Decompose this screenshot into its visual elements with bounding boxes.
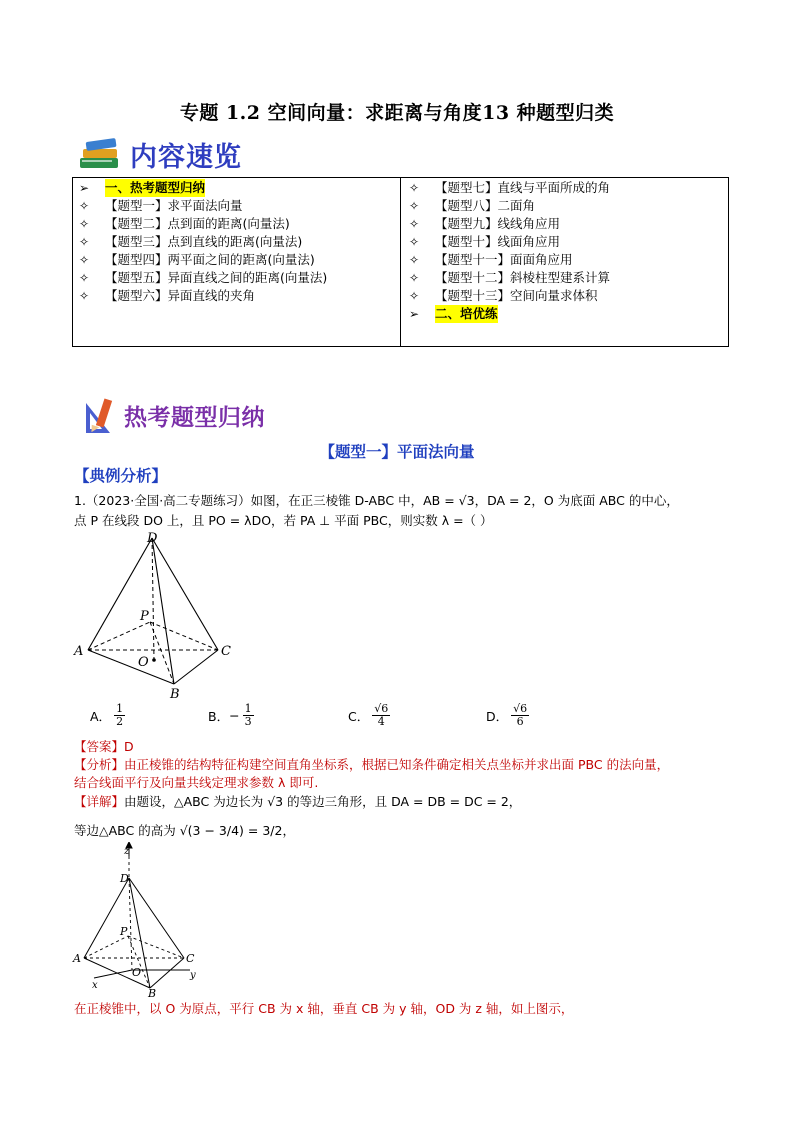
fraction-denominator: 2 bbox=[116, 715, 124, 728]
question-line-1: 1.（2023·全国·高二专题练习）如图，在正三棱锥 D-ABC 中，AB = √3，DA = 2，O 为底面 ABC 的中心， bbox=[74, 493, 679, 508]
diamond-bullet-icon: ✧ bbox=[409, 181, 420, 195]
choice-letter: B． bbox=[208, 708, 230, 724]
choice-fraction bbox=[114, 703, 125, 728]
diamond-bullet-icon: ✧ bbox=[79, 271, 90, 285]
toc-item-label: 【题型四】两平面之间的距离(向量法) bbox=[105, 252, 315, 267]
overview-heading-label: 内容速览 bbox=[130, 141, 242, 173]
toc-left-column bbox=[79, 179, 327, 305]
fraction-numerator: 1 bbox=[116, 702, 124, 715]
fig1-label-a: A bbox=[74, 644, 84, 659]
arrow-bullet-icon: ➢ bbox=[79, 181, 90, 195]
diamond-bullet-icon: ✧ bbox=[409, 235, 420, 249]
fig2-label-y: y bbox=[190, 970, 196, 981]
diamond-bullet-icon: ✧ bbox=[409, 271, 420, 285]
question-line-2: 点 P 在线段 DO 上，且 PO = λDO，若 PA ⊥ 平面 PBC，则实数 λ =（ ） bbox=[74, 513, 493, 528]
choice-d bbox=[486, 703, 529, 728]
fig2-label-c: C bbox=[186, 952, 195, 965]
diamond-bullet-icon: ✧ bbox=[409, 217, 420, 231]
choice-fraction bbox=[511, 703, 529, 728]
analysis-text-1: 由正棱锥的结构特征构建空间直角坐标系，根据已知条件确定相关点坐标并求出面 PBC 的法向量， bbox=[124, 757, 670, 772]
detail-line-2: 等边△ABC 的高为 √(3 − 3/4) = 3/2， bbox=[74, 823, 295, 838]
fraction-denominator: 3 bbox=[244, 715, 252, 728]
choice-letter: C． bbox=[348, 708, 370, 724]
detail-text-1: 由题设，△ABC 为边长为 √3 的等边三角形，且 DA = DB = DC = 2， bbox=[124, 794, 522, 809]
fig2-label-a: A bbox=[73, 952, 81, 965]
section-heading-label: 热考题型归纳 bbox=[124, 404, 265, 431]
document-title: 专题 1.2 空间向量：求距离与角度13 种题型归类 bbox=[179, 102, 615, 124]
analysis-tag: 【分析】 bbox=[74, 757, 125, 772]
detail-line-1 bbox=[74, 793, 521, 811]
diamond-bullet-icon: ✧ bbox=[79, 253, 90, 267]
toc-item-label: 【题型一】求平面法向量 bbox=[105, 198, 243, 213]
pencil-ruler-icon bbox=[80, 395, 120, 435]
choice-c bbox=[348, 703, 390, 728]
toc-item bbox=[409, 287, 610, 305]
diamond-bullet-icon: ✧ bbox=[409, 253, 420, 267]
fig2-label-o: O bbox=[132, 966, 142, 979]
fig1-label-o: O bbox=[138, 655, 149, 670]
fig2-label-d: D bbox=[120, 872, 129, 885]
choice-b bbox=[208, 703, 254, 728]
choice-letter: A． bbox=[90, 708, 112, 724]
toc-item-label: 【题型十】线面角应用 bbox=[435, 234, 561, 249]
toc-item bbox=[409, 305, 610, 323]
fig2-label-b: B bbox=[148, 987, 157, 998]
diamond-bullet-icon: ✧ bbox=[409, 289, 420, 303]
answer-tag: 【答案】 bbox=[74, 739, 125, 754]
toc-item-label: 一、热考题型归纳 bbox=[105, 180, 206, 195]
toc-item-label: 【题型十三】空间向量求体积 bbox=[435, 288, 598, 303]
fig2-label-p: P bbox=[120, 925, 128, 938]
toc-table bbox=[72, 177, 729, 347]
detail-tag: 【详解】 bbox=[74, 794, 125, 809]
toc-item bbox=[409, 269, 610, 287]
toc-item bbox=[79, 269, 327, 287]
toc-item-label: 【题型二】点到面的距离(向量法) bbox=[105, 216, 290, 231]
toc-item bbox=[409, 233, 610, 251]
toc-item-label: 二、培优练 bbox=[435, 306, 498, 321]
toc-item bbox=[79, 197, 327, 215]
fraction-denominator: 6 bbox=[516, 715, 524, 728]
toc-item bbox=[409, 215, 610, 233]
toc-divider bbox=[400, 178, 401, 346]
toc-item-label: 【题型六】异面直线的夹角 bbox=[105, 288, 256, 303]
toc-item bbox=[79, 287, 327, 305]
toc-item bbox=[409, 251, 610, 269]
diamond-bullet-icon: ✧ bbox=[79, 199, 90, 213]
diamond-bullet-icon: ✧ bbox=[79, 289, 90, 303]
toc-item-label: 【题型八】二面角 bbox=[435, 198, 536, 213]
diamond-bullet-icon: ✧ bbox=[409, 199, 420, 213]
choice-fraction bbox=[372, 703, 390, 728]
books-icon bbox=[78, 136, 122, 172]
arrow-bullet-icon: ➢ bbox=[409, 307, 420, 321]
toc-item-label: 【题型三】点到直线的距离(向量法) bbox=[105, 234, 303, 249]
choice-a bbox=[90, 703, 125, 728]
overview-heading bbox=[78, 134, 242, 174]
answer-line bbox=[74, 738, 134, 756]
analysis-line-1 bbox=[74, 756, 669, 774]
fig1-label-p: P bbox=[140, 609, 149, 624]
toc-item bbox=[79, 251, 327, 269]
section-heading bbox=[80, 394, 265, 436]
detail-line-3: 在正棱锥中，以 O 为原点，平行 CB 为 x 轴，垂直 CB 为 y 轴，OD 为 z 轴，如上图示， bbox=[74, 1001, 574, 1016]
fig1-label-b: B bbox=[170, 687, 180, 700]
toc-item bbox=[79, 233, 327, 251]
fraction-numerator: √6 bbox=[374, 702, 389, 715]
fig1-label-c: C bbox=[221, 644, 231, 659]
diamond-bullet-icon: ✧ bbox=[79, 235, 90, 249]
diamond-bullet-icon: ✧ bbox=[79, 217, 90, 231]
coordinate-tetrahedron-figure bbox=[72, 842, 212, 998]
answer-value: D bbox=[124, 739, 134, 754]
type-title: 【题型一】平面法向量 bbox=[319, 443, 475, 461]
toc-item bbox=[79, 179, 327, 197]
example-label: 【典例分析】 bbox=[74, 467, 168, 485]
fig2-label-z: z bbox=[124, 846, 130, 857]
toc-item-label: 【题型七】直线与平面所成的角 bbox=[435, 180, 611, 195]
toc-item bbox=[409, 179, 610, 197]
choice-sign: − bbox=[229, 708, 240, 723]
toc-item-label: 【题型十一】面面角应用 bbox=[435, 252, 573, 267]
toc-item-label: 【题型五】异面直线之间的距离(向量法) bbox=[105, 270, 328, 285]
fraction-denominator: 4 bbox=[377, 715, 385, 728]
toc-item-label: 【题型十二】斜棱柱型建系计算 bbox=[435, 270, 611, 285]
fig2-label-x: x bbox=[92, 980, 98, 991]
toc-right-column bbox=[409, 179, 610, 323]
tetrahedron-figure bbox=[72, 528, 242, 700]
fraction-numerator: 1 bbox=[244, 702, 252, 715]
choice-fraction bbox=[243, 703, 254, 728]
analysis-line-2: 结合线面平行及向量共线定理求参数 λ 即可. bbox=[74, 775, 319, 790]
fig1-label-d: D bbox=[147, 531, 158, 546]
fraction-numerator: √6 bbox=[513, 702, 528, 715]
toc-item bbox=[79, 215, 327, 233]
choice-letter: D． bbox=[486, 708, 509, 724]
toc-item-label: 【题型九】线线角应用 bbox=[435, 216, 561, 231]
toc-item bbox=[409, 197, 610, 215]
